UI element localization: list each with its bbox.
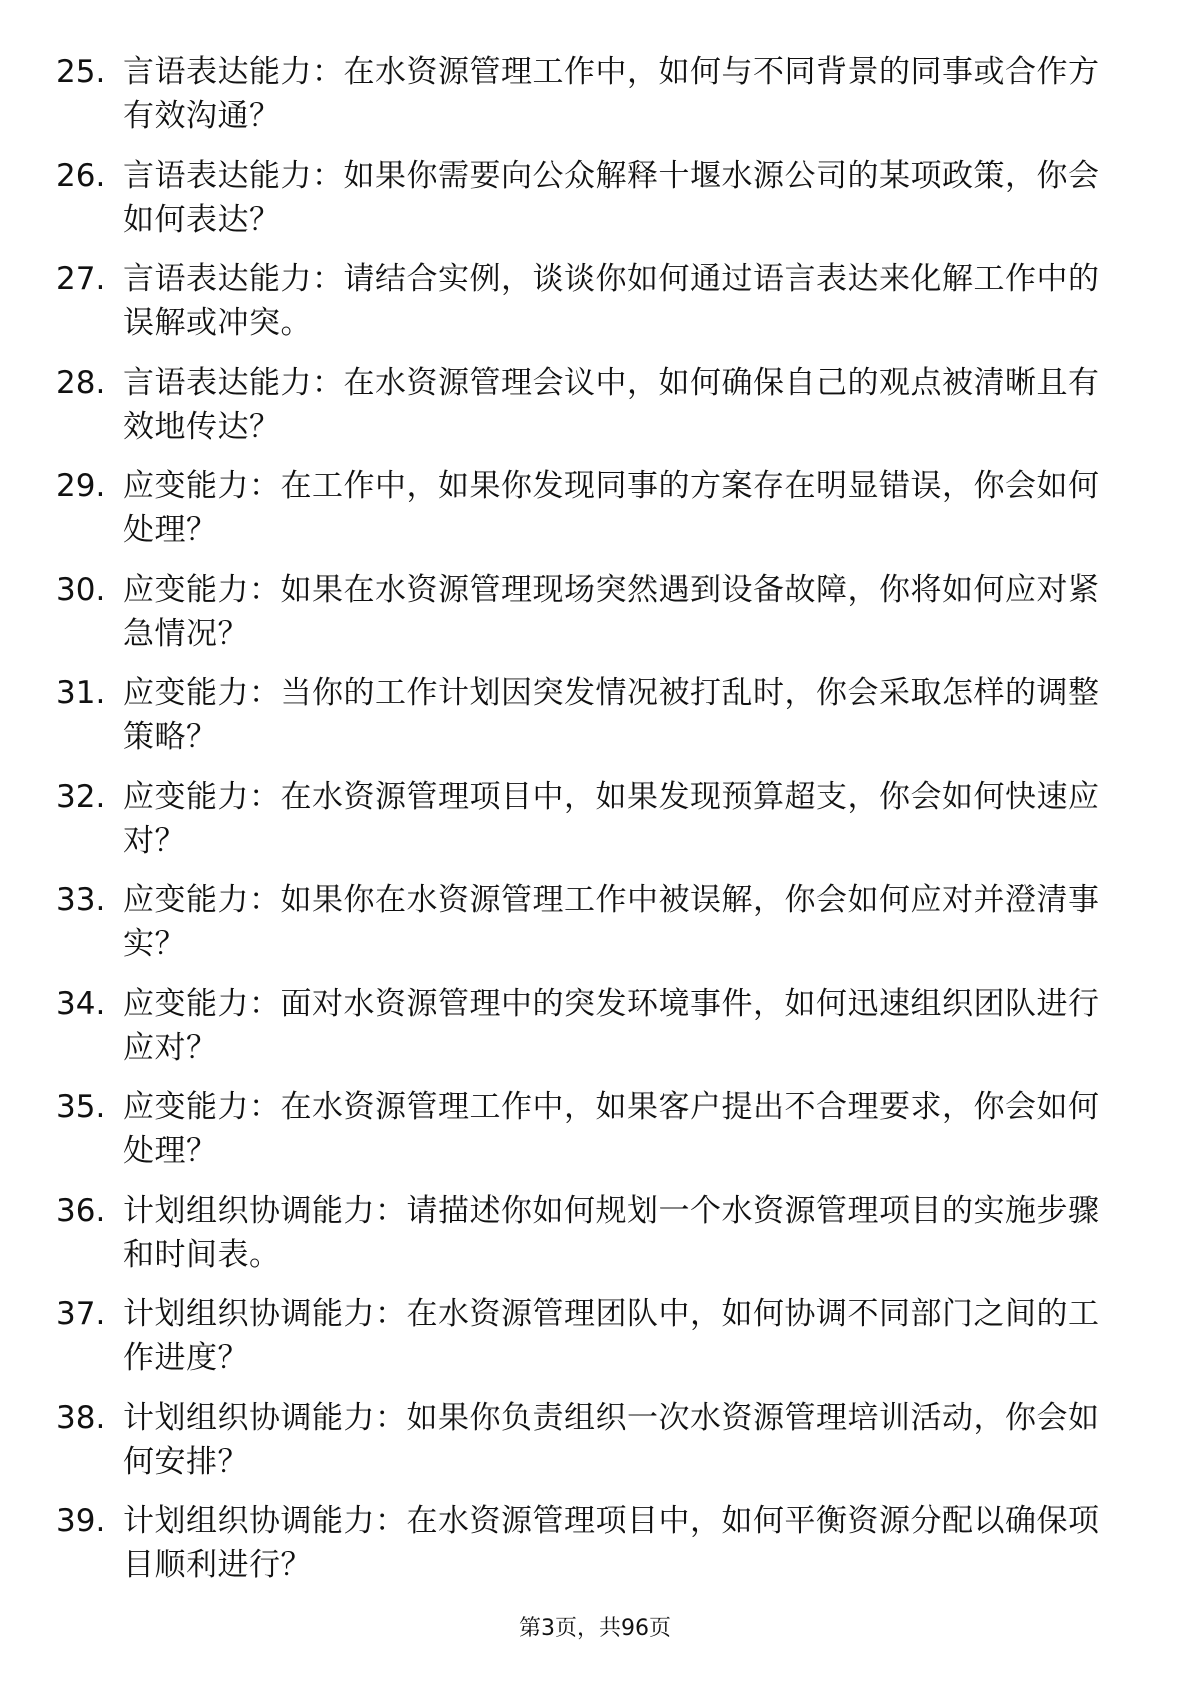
question-text: 应变能力：如果你在水资源管理工作中被误解，你会如何应对并澄清事实？ bbox=[123, 882, 1100, 962]
question-text: 计划组织协调能力：在水资源管理团队中，如何协调不同部门之间的工作进度？ bbox=[123, 1296, 1100, 1376]
question-text: 应变能力：在水资源管理工作中，如果客户提出不合理要求，你会如何处理？ bbox=[123, 1089, 1100, 1169]
question-text: 计划组织协调能力：请描述你如何规划一个水资源管理项目的实施步骤和时间表。 bbox=[123, 1192, 1100, 1273]
question-number: 36. bbox=[56, 1192, 106, 1229]
list-item bbox=[56, 878, 1126, 966]
list-item bbox=[56, 464, 1126, 552]
question-number: 25. bbox=[56, 54, 106, 90]
list-item bbox=[56, 1292, 1126, 1380]
question-text: 言语表达能力：在水资源管理工作中，如何与不同背景的同事或合作方有效沟通？ bbox=[123, 54, 1100, 134]
list-item bbox=[56, 671, 1126, 759]
list-item bbox=[56, 50, 1126, 138]
list-item bbox=[56, 982, 1126, 1070]
list-item bbox=[56, 1499, 1126, 1587]
question-list bbox=[56, 50, 1126, 1603]
list-item bbox=[56, 1189, 1126, 1277]
question-number: 26. bbox=[56, 157, 106, 194]
question-number: 38. bbox=[56, 1399, 106, 1436]
question-text: 言语表达能力：如果你需要向公众解释十堰水源公司的某项政策，你会如何表达？ bbox=[123, 157, 1100, 238]
question-text: 计划组织协调能力：如果你负责组织一次水资源管理培训活动，你会如何安排？ bbox=[123, 1399, 1100, 1480]
question-text: 应变能力：在工作中，如果你发现同事的方案存在明显错误，你会如何处理？ bbox=[123, 468, 1100, 548]
question-number: 27. bbox=[56, 261, 106, 297]
question-number: 30. bbox=[56, 571, 106, 608]
question-number: 32. bbox=[56, 778, 106, 815]
question-number: 31. bbox=[56, 675, 106, 711]
question-number: 34. bbox=[56, 985, 106, 1022]
list-item bbox=[56, 154, 1126, 242]
question-number: 28. bbox=[56, 364, 106, 401]
list-item bbox=[56, 1396, 1126, 1484]
list-item bbox=[56, 568, 1126, 656]
question-text: 言语表达能力：请结合实例，谈谈你如何通过语言表达来化解工作中的误解或冲突。 bbox=[123, 261, 1100, 341]
question-number: 39. bbox=[56, 1503, 106, 1539]
question-text: 言语表达能力：在水资源管理会议中，如何确保自己的观点被清晰且有效地传达？ bbox=[123, 364, 1100, 445]
question-number: 35. bbox=[56, 1089, 106, 1125]
question-text: 应变能力：面对水资源管理中的突发环境事件，如何迅速组织团队进行应对？ bbox=[123, 985, 1100, 1066]
question-number: 33. bbox=[56, 882, 106, 918]
list-item bbox=[56, 361, 1126, 449]
question-text: 应变能力：当你的工作计划因突发情况被打乱时，你会采取怎样的调整策略？ bbox=[123, 675, 1100, 755]
question-text: 应变能力：如果在水资源管理现场突然遇到设备故障，你将如何应对紧急情况？ bbox=[123, 571, 1100, 652]
list-item bbox=[56, 257, 1126, 345]
question-number: 29. bbox=[56, 468, 106, 504]
question-text: 计划组织协调能力：在水资源管理项目中，如何平衡资源分配以确保项目顺利进行？ bbox=[123, 1503, 1100, 1583]
list-item bbox=[56, 775, 1126, 863]
page-number-label: 第3页，共96页 bbox=[519, 1616, 671, 1641]
question-number: 37. bbox=[56, 1296, 106, 1332]
page-footer bbox=[0, 1614, 1190, 1644]
question-text: 应变能力：在水资源管理项目中，如果发现预算超支，你会如何快速应对？ bbox=[123, 778, 1100, 859]
list-item bbox=[56, 1085, 1126, 1173]
